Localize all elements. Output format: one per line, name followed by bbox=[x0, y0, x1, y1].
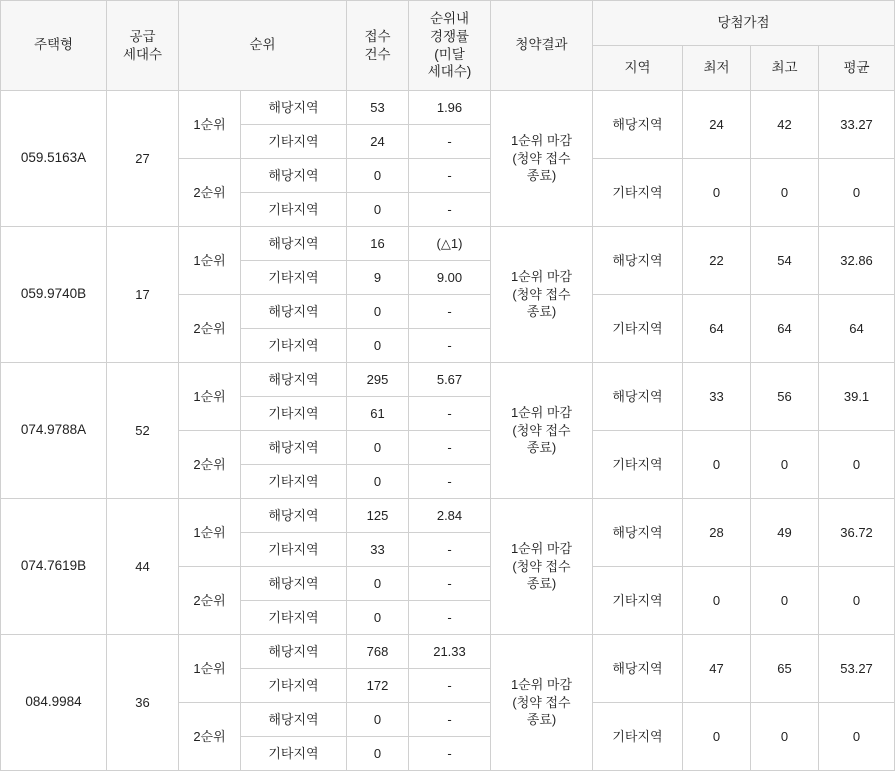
cell-score-region: 기타지역 bbox=[593, 159, 683, 227]
cell-result bbox=[491, 227, 593, 363]
cell-application-count: 0 bbox=[347, 703, 409, 737]
cell-result-line3: 종료) bbox=[526, 304, 557, 320]
cell-rank-region: 기타지역 bbox=[241, 397, 347, 431]
cell-application-count: 24 bbox=[347, 125, 409, 159]
header-housing-type: 주택형 bbox=[1, 1, 107, 91]
cell-rank-region: 기타지역 bbox=[241, 737, 347, 771]
cell-score-max: 0 bbox=[751, 431, 819, 499]
cell-application-count: 125 bbox=[347, 499, 409, 533]
cell-competition-rate: 5.67 bbox=[409, 363, 491, 397]
cell-score-max: 64 bbox=[751, 295, 819, 363]
cell-supply-units: 52 bbox=[107, 363, 179, 499]
table-row bbox=[1, 227, 895, 261]
cell-application-count: 0 bbox=[347, 159, 409, 193]
cell-score-avg: 33.27 bbox=[819, 91, 895, 159]
cell-score-avg: 32.86 bbox=[819, 227, 895, 295]
cell-application-count: 0 bbox=[347, 431, 409, 465]
cell-rank-region: 해당지역 bbox=[241, 567, 347, 601]
cell-competition-rate: 1.96 bbox=[409, 91, 491, 125]
cell-competition-rate: 9.00 bbox=[409, 261, 491, 295]
cell-score-region: 해당지역 bbox=[593, 635, 683, 703]
cell-rank: 1순위 bbox=[179, 499, 241, 567]
cell-score-region: 기타지역 bbox=[593, 431, 683, 499]
cell-rank: 2순위 bbox=[179, 567, 241, 635]
cell-score-max: 56 bbox=[751, 363, 819, 431]
cell-score-avg: 0 bbox=[819, 703, 895, 771]
cell-score-max: 0 bbox=[751, 703, 819, 771]
header-score-group: 당첨가점 bbox=[593, 1, 895, 46]
header-rank: 순위 bbox=[179, 1, 347, 91]
cell-rank-region: 해당지역 bbox=[241, 91, 347, 125]
cell-rank-region: 해당지역 bbox=[241, 159, 347, 193]
cell-application-count: 768 bbox=[347, 635, 409, 669]
cell-competition-rate: - bbox=[409, 465, 491, 499]
cell-application-count: 0 bbox=[347, 193, 409, 227]
cell-score-region: 해당지역 bbox=[593, 227, 683, 295]
header-competition-rate bbox=[409, 1, 491, 91]
cell-housing-type: 059.5163A bbox=[1, 91, 107, 227]
table-header bbox=[1, 1, 895, 91]
cell-housing-type: 084.9984 bbox=[1, 635, 107, 771]
cell-score-max: 65 bbox=[751, 635, 819, 703]
cell-score-avg: 53.27 bbox=[819, 635, 895, 703]
header-supply-units-line1: 공급 bbox=[129, 28, 156, 44]
cell-competition-rate: - bbox=[409, 431, 491, 465]
cell-competition-rate: - bbox=[409, 737, 491, 771]
cell-score-region: 기타지역 bbox=[593, 295, 683, 363]
cell-rank: 1순위 bbox=[179, 227, 241, 295]
cell-rank: 1순위 bbox=[179, 91, 241, 159]
cell-score-min: 24 bbox=[683, 91, 751, 159]
cell-competition-rate: - bbox=[409, 601, 491, 635]
cell-score-min: 47 bbox=[683, 635, 751, 703]
cell-result bbox=[491, 91, 593, 227]
cell-result-line2: (청약 접수 bbox=[512, 286, 571, 302]
header-competition-line3: (미달 bbox=[434, 46, 465, 62]
cell-score-min: 33 bbox=[683, 363, 751, 431]
table-row bbox=[1, 499, 895, 533]
cell-application-count: 172 bbox=[347, 669, 409, 703]
cell-application-count: 61 bbox=[347, 397, 409, 431]
cell-supply-units: 17 bbox=[107, 227, 179, 363]
cell-competition-rate: - bbox=[409, 295, 491, 329]
cell-rank-region: 기타지역 bbox=[241, 533, 347, 567]
cell-application-count: 0 bbox=[347, 295, 409, 329]
cell-competition-rate: - bbox=[409, 159, 491, 193]
cell-score-min: 22 bbox=[683, 227, 751, 295]
cell-score-max: 0 bbox=[751, 567, 819, 635]
cell-result-line1: 1순위 마감 bbox=[510, 133, 573, 149]
cell-score-max: 42 bbox=[751, 91, 819, 159]
cell-competition-rate: - bbox=[409, 669, 491, 703]
header-competition-line1: 순위내 bbox=[429, 11, 470, 27]
table-row bbox=[1, 91, 895, 125]
header-supply-units-line2: 세대수 bbox=[122, 46, 163, 62]
cell-score-min: 28 bbox=[683, 499, 751, 567]
cell-result bbox=[491, 363, 593, 499]
cell-result-line1: 1순위 마감 bbox=[510, 541, 573, 557]
cell-score-avg: 39.1 bbox=[819, 363, 895, 431]
cell-score-max: 0 bbox=[751, 159, 819, 227]
cell-result-line3: 종료) bbox=[526, 576, 557, 592]
cell-score-min: 0 bbox=[683, 159, 751, 227]
cell-rank-region: 기타지역 bbox=[241, 465, 347, 499]
cell-competition-rate: - bbox=[409, 567, 491, 601]
cell-competition-rate: - bbox=[409, 125, 491, 159]
cell-rank: 2순위 bbox=[179, 431, 241, 499]
cell-result-line1: 1순위 마감 bbox=[510, 269, 573, 285]
cell-rank: 1순위 bbox=[179, 363, 241, 431]
cell-competition-rate: 21.33 bbox=[409, 635, 491, 669]
cell-result-line2: (청약 접수 bbox=[512, 694, 571, 710]
cell-supply-units: 36 bbox=[107, 635, 179, 771]
cell-competition-rate: - bbox=[409, 329, 491, 363]
cell-housing-type: 074.9788A bbox=[1, 363, 107, 499]
header-score-region: 지역 bbox=[593, 46, 683, 91]
cell-application-count: 0 bbox=[347, 567, 409, 601]
cell-score-region: 기타지역 bbox=[593, 703, 683, 771]
cell-application-count: 33 bbox=[347, 533, 409, 567]
cell-application-count: 0 bbox=[347, 329, 409, 363]
cell-rank-region: 기타지역 bbox=[241, 193, 347, 227]
cell-application-count: 0 bbox=[347, 737, 409, 771]
cell-result-line2: (청약 접수 bbox=[512, 150, 571, 166]
header-competition-line4: 세대수) bbox=[427, 64, 472, 80]
cell-competition-rate: - bbox=[409, 533, 491, 567]
cell-score-avg: 64 bbox=[819, 295, 895, 363]
cell-result-line1: 1순위 마감 bbox=[510, 677, 573, 693]
cell-application-count: 53 bbox=[347, 91, 409, 125]
header-applications-line2: 건수 bbox=[364, 46, 391, 62]
table-body bbox=[1, 91, 895, 771]
cell-rank-region: 기타지역 bbox=[241, 125, 347, 159]
cell-rank-region: 기타지역 bbox=[241, 329, 347, 363]
table-row bbox=[1, 635, 895, 669]
cell-rank: 1순위 bbox=[179, 635, 241, 703]
cell-result bbox=[491, 635, 593, 771]
cell-rank-region: 해당지역 bbox=[241, 227, 347, 261]
header-score-max: 최고 bbox=[751, 46, 819, 91]
cell-score-avg: 36.72 bbox=[819, 499, 895, 567]
cell-score-region: 해당지역 bbox=[593, 499, 683, 567]
cell-rank-region: 해당지역 bbox=[241, 363, 347, 397]
cell-housing-type: 059.9740B bbox=[1, 227, 107, 363]
cell-rank: 2순위 bbox=[179, 295, 241, 363]
cell-rank-region: 기타지역 bbox=[241, 601, 347, 635]
header-score-avg: 평균 bbox=[819, 46, 895, 91]
table-row bbox=[1, 363, 895, 397]
cell-application-count: 16 bbox=[347, 227, 409, 261]
cell-rank-region: 해당지역 bbox=[241, 431, 347, 465]
cell-result-line2: (청약 접수 bbox=[512, 558, 571, 574]
cell-rank-region: 해당지역 bbox=[241, 635, 347, 669]
cell-competition-rate: - bbox=[409, 397, 491, 431]
cell-rank-region: 기타지역 bbox=[241, 669, 347, 703]
header-applications bbox=[347, 1, 409, 91]
cell-competition-rate: 2.84 bbox=[409, 499, 491, 533]
cell-application-count: 9 bbox=[347, 261, 409, 295]
cell-score-max: 54 bbox=[751, 227, 819, 295]
cell-score-region: 기타지역 bbox=[593, 567, 683, 635]
cell-score-min: 64 bbox=[683, 295, 751, 363]
cell-rank-region: 해당지역 bbox=[241, 295, 347, 329]
cell-score-min: 0 bbox=[683, 703, 751, 771]
cell-result-line3: 종료) bbox=[526, 440, 557, 456]
cell-competition-rate: (△1) bbox=[409, 227, 491, 261]
cell-rank-region: 해당지역 bbox=[241, 499, 347, 533]
cell-score-min: 0 bbox=[683, 431, 751, 499]
cell-competition-rate: - bbox=[409, 193, 491, 227]
cell-result bbox=[491, 499, 593, 635]
header-competition-line2: 경쟁률 bbox=[429, 28, 470, 44]
cell-score-avg: 0 bbox=[819, 567, 895, 635]
cell-competition-rate: - bbox=[409, 703, 491, 737]
cell-supply-units: 27 bbox=[107, 91, 179, 227]
header-applications-line1: 접수 bbox=[364, 28, 391, 44]
cell-housing-type: 074.7619B bbox=[1, 499, 107, 635]
cell-score-region: 해당지역 bbox=[593, 91, 683, 159]
cell-result-line2: (청약 접수 bbox=[512, 422, 571, 438]
cell-application-count: 295 bbox=[347, 363, 409, 397]
cell-result-line1: 1순위 마감 bbox=[510, 405, 573, 421]
header-result: 청약결과 bbox=[491, 1, 593, 91]
cell-application-count: 0 bbox=[347, 465, 409, 499]
header-score-min: 최저 bbox=[683, 46, 751, 91]
cell-score-max: 49 bbox=[751, 499, 819, 567]
cell-rank-region: 기타지역 bbox=[241, 261, 347, 295]
header-supply-units bbox=[107, 1, 179, 91]
cell-score-region: 해당지역 bbox=[593, 363, 683, 431]
cell-result-line3: 종료) bbox=[526, 712, 557, 728]
cell-score-avg: 0 bbox=[819, 431, 895, 499]
cell-result-line3: 종료) bbox=[526, 168, 557, 184]
cell-rank: 2순위 bbox=[179, 703, 241, 771]
cell-rank: 2순위 bbox=[179, 159, 241, 227]
cell-score-min: 0 bbox=[683, 567, 751, 635]
cell-score-avg: 0 bbox=[819, 159, 895, 227]
cell-supply-units: 44 bbox=[107, 499, 179, 635]
cell-rank-region: 해당지역 bbox=[241, 703, 347, 737]
cell-application-count: 0 bbox=[347, 601, 409, 635]
